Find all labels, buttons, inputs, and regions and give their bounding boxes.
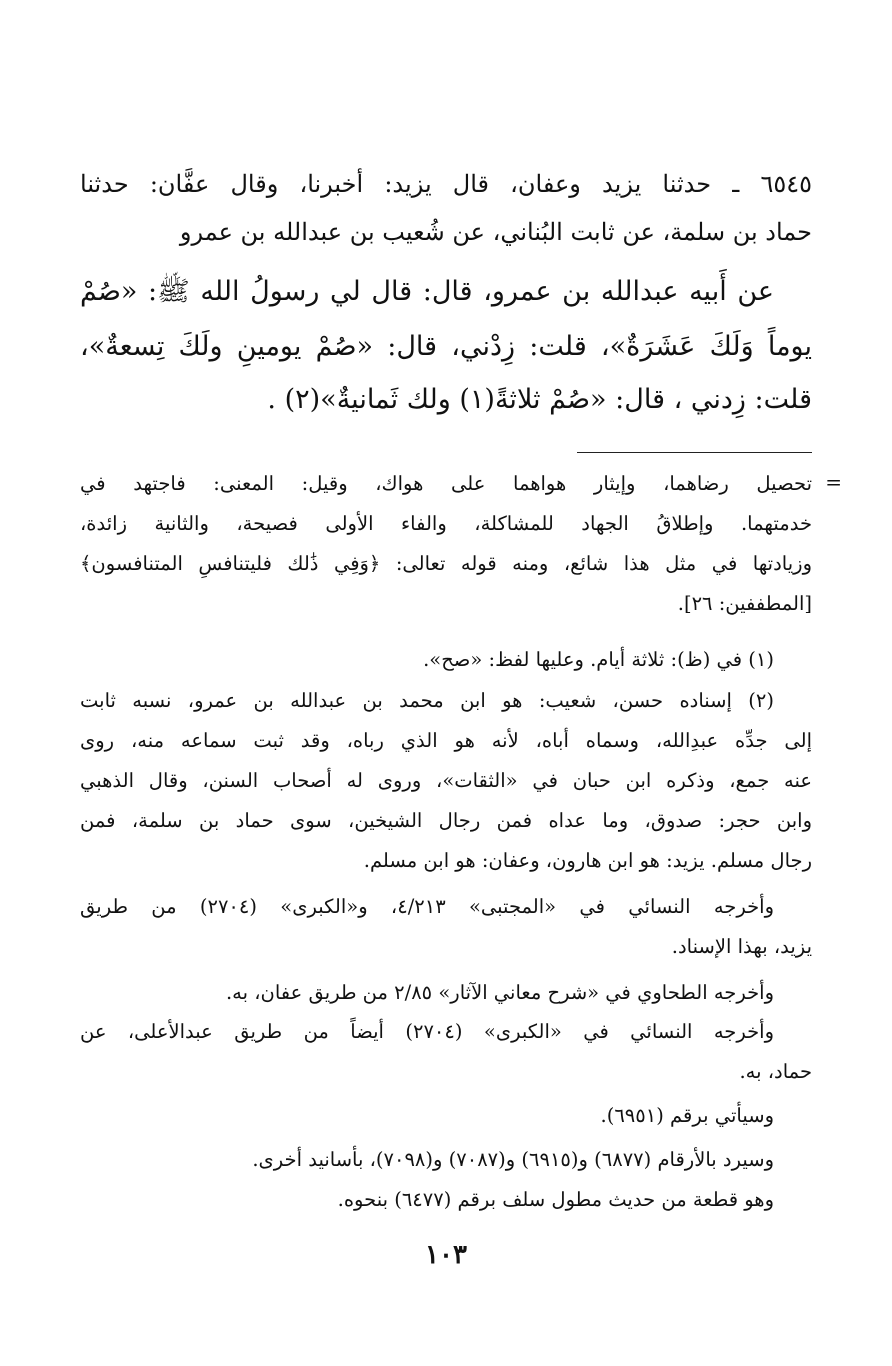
footnote-1: (١) في (ظ): ثلاثة أيام. وعليها لفظ: «صح». xyxy=(423,648,774,671)
hadith-line-2: حماد بن سلمة، عن ثابت البُناني، عن شُعيب بن عبدالله بن عمرو xyxy=(179,218,812,246)
footnote-2-line: إلى جدِّه عبدِالله، وسماه أباه، لأنه هو الذي رباه، وقد ثبت سماعه منه، روى xyxy=(80,729,812,752)
hadith-line-4: يوماً وَلَكَ عَشَرَةٌ»، قلت: زِدْني، قال: «صُمْ يومينِ ولَكَ تِسعةٌ»، xyxy=(80,331,812,362)
footnote-cont-line: وزيادتها في مثل هذا شائع، ومنه قوله تعالى: ﴿وَفِي ذَٰلك فليتنافسِ المتنافسون﴾ xyxy=(80,552,812,575)
footnote-2-para-line: وأخرجه الطحاوي في «شرح معاني الآثار» ٢/٨٥ من طريق عفان، به. xyxy=(225,981,774,1004)
footnote-2-line: (٢) إسناده حسن، شعيب: هو ابن محمد بن عبدالله بن عمرو، نسبه ثابت xyxy=(80,689,774,712)
footnote-2-para-line: حماد، به. xyxy=(739,1060,812,1083)
footnote-separator xyxy=(577,452,812,453)
footnote-cont-line: خدمتهما. وإطلاقُ الجهاد للمشاكلة، والفاء الأولى فصيحة، والثانية زائدة، xyxy=(80,512,812,535)
footnote-2-para-line: وسيأتي برقم (٦٩٥١). xyxy=(600,1104,774,1127)
hadith-line-1: ٦٥٤٥ ـ حدثنا يزيد وعفان، قال يزيد: أخبرنا، وقال عفَّان: حدثنا xyxy=(80,170,812,198)
hadith-line-3: عن أَبيه عبدالله بن عمرو، قال: قال لي رسولُ الله ﷺ: «صُمْ xyxy=(80,276,774,307)
footnote-cont-line: [المطففين: ٢٦]. xyxy=(677,592,812,615)
footnote-2-line: وابن حجر: صدوق، وما عداه فمن رجال الشيخين، سوى حماد بن سلمة، فمن xyxy=(80,809,812,832)
footnote-cont-line: تحصيل رضاهما، وإيثار هواهما على هواك، وقيل: المعنى: فاجتهد في xyxy=(80,472,812,495)
hadith-line-5: قلت: زِدني ، قال: «صُمْ ثلاثةً(١) ولك ثَمانيةٌ»(٢) . xyxy=(267,384,812,415)
page-number: ١٠٣ xyxy=(425,1240,467,1270)
footnote-continuation-mark: = xyxy=(825,470,842,494)
footnote-2-para-line: يزيد، بهذا الإسناد. xyxy=(671,935,812,958)
footnote-2-line: عنه جمع، وذكره ابن حبان في «الثقات»، وروى له أصحاب السنن، وقال الذهبي xyxy=(80,769,812,792)
footnote-2-line: رجال مسلم. يزيد: هو ابن هارون، وعفان: هو ابن مسلم. xyxy=(363,849,812,872)
footnote-2-para-line: وهو قطعة من حديث مطول سلف برقم (٦٤٧٧) بنحوه. xyxy=(337,1188,774,1211)
footnote-2-para-line: وأخرجه النسائي في «المجتبى» ٤/٢١٣، و«الكبرى» (٢٧٠٤) من طريق xyxy=(80,895,774,918)
footnote-2-para-line: وسيرد بالأرقام (٦٨٧٧) و(٦٩١٥) و(٧٠٨٧) و(٧٠٩٨)، بأسانيد أخرى. xyxy=(252,1148,774,1171)
footnote-2-para-line: وأخرجه النسائي في «الكبرى» (٢٧٠٤) أيضاً من طريق عبدالأعلى، عن xyxy=(80,1020,774,1043)
